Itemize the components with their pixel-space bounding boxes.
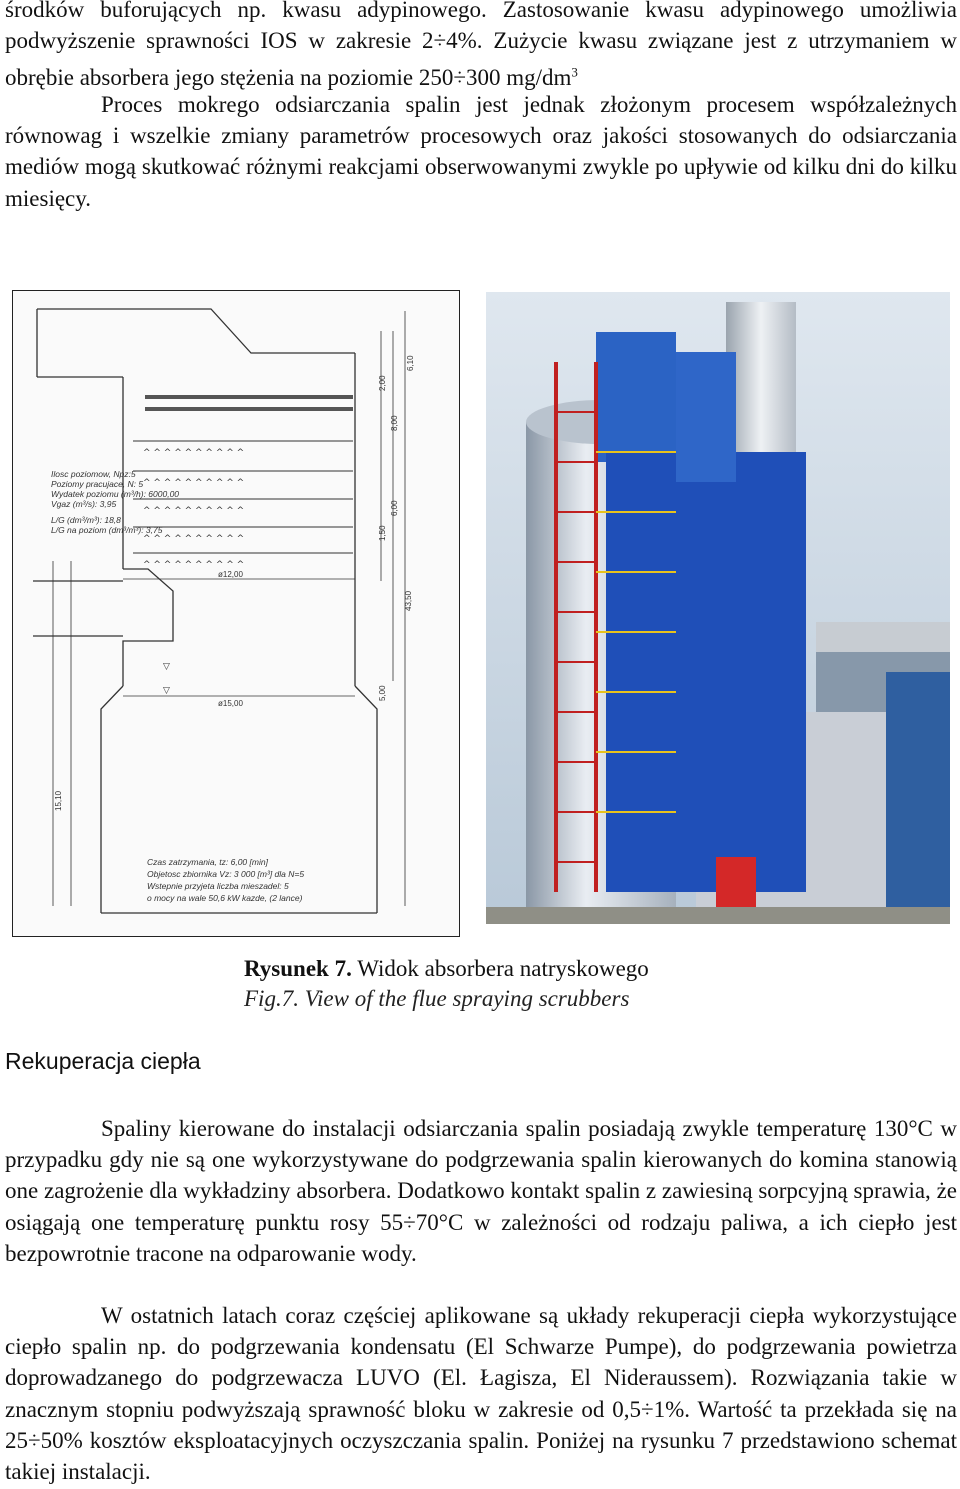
dim-label: 43,50 xyxy=(404,590,413,611)
drawing-note: Objetosc zbiornika Vz: 3 000 [m³] dla N=5 xyxy=(147,869,305,879)
photo-svg xyxy=(486,292,950,924)
body-paragraph: Spaliny kierowane do instalacji odsiarczania spalin posiadają zwykle temperaturę 130°C w przypadku gdy nie są one wykorzystywane do podgrzewania spalin kierowanych do komina stanowią one zagrożenie dla wykładziny absorbera. Dodatkowo kontakt spalin z zawiesiną sorpcyjną sprawia, że osiągają one temperaturę punktu rosy 55÷70°C w zależności od rodzaju paliwa, a ich ciepło jest bezpowrotnie tracone na odparowanie wody. xyxy=(5,1116,957,1266)
dim-label: ø15,00 xyxy=(218,699,243,708)
svg-text:^ ^ ^ ^ ^ ^ ^ ^ ^ ^: ^ ^ ^ ^ ^ ^ ^ ^ ^ ^ xyxy=(143,560,245,570)
drawing-note: Ilosc poziomow, Npz:5 xyxy=(51,469,136,479)
dim-label: 2,00 xyxy=(378,375,387,391)
section-heading: Rekuperacja ciepła xyxy=(5,1048,201,1074)
dim-label: 6,10 xyxy=(406,355,415,371)
figure-caption-text: Widok absorbera natryskowego xyxy=(357,956,649,981)
drawing-note: Vgaz (m³/s): 3,95 xyxy=(51,499,117,509)
dim-label: 1,50 xyxy=(378,525,387,541)
text-line: środków buforujących np. kwasu adypinowego. Zastosowanie kwasu adypinowego xyxy=(5,0,844,22)
figure-label: Rysunek 7. xyxy=(244,956,352,981)
drawing-note: Czas zatrzymania, tz: 6,00 [min] xyxy=(147,857,268,867)
svg-text:^ ^ ^ ^ ^ ^ ^ ^ ^ ^: ^ ^ ^ ^ ^ ^ ^ ^ ^ ^ xyxy=(143,448,245,458)
text-line: umożliwia podwyższenie sprawności IOS w zakresie 2÷4%. Zużycie kwasu związane xyxy=(5,0,957,54)
absorber-technical-drawing xyxy=(12,290,460,937)
drawing-note: Wstepnie przyjeta liczba mieszadel: 5 xyxy=(147,881,289,891)
figure-caption-en: Fig.7. View of the flue spraying scrubbers xyxy=(244,986,630,1011)
drawing-note: L/G na poziom (dm³/m³): 3,75 xyxy=(51,525,163,535)
drawing-note: L/G (dm³/m³): 18,8 xyxy=(51,515,121,525)
drawing-note: Poziomy pracujace, N: 5 xyxy=(51,479,144,489)
text-line: jest z utrzymaniem w obrębie absorbera jego stężenia na poziomie 250÷300 $mg/dm^3$ xyxy=(5,28,957,91)
drawing-note: o mocy na wale 50,6 kW kazde, (2 lance) xyxy=(147,893,303,903)
dim-label: 15,10 xyxy=(54,790,63,811)
svg-text:▽: ▽ xyxy=(163,686,170,696)
drawing-svg xyxy=(13,291,459,936)
dim-label: 8,00 xyxy=(390,415,399,431)
svg-text:^ ^ ^ ^ ^ ^ ^ ^ ^ ^: ^ ^ ^ ^ ^ ^ ^ ^ ^ ^ xyxy=(143,478,245,488)
svg-text:^ ^ ^ ^ ^ ^ ^ ^ ^ ^: ^ ^ ^ ^ ^ ^ ^ ^ ^ ^ xyxy=(143,534,245,544)
figure-caption-pl xyxy=(244,956,649,982)
absorber-photo xyxy=(486,292,950,924)
dim-label: ø12,00 xyxy=(218,570,243,579)
superscript: 3 xyxy=(571,64,578,80)
body-paragraph: W ostatnich latach coraz częściej aplikowane są układy rekuperacji ciepła wykorzystujące ciepło spalin np. do podgrzewania kondensatu (El Schwarze Pumpe), do podgrzewania powietrza doprowadzanego do podgrzewacza LUVO (El. Łagisza, El Nideraussem). Rozwiązania takie w znacznym stopniu podwyższają sprawność bloku w zakresie od 0,5÷1%. Wartość ta przekłada się na 25÷50% kosztów eksploatacyjnych oczyszczania spalin. Poniżej na rysunku 7 przedstawiono schemat takiej instalacji. xyxy=(5,1303,957,1485)
second-paragraph: Proces mokrego odsiarczania spalin jest jednak złożonym procesem współzależnych równowag i wszelkie zmiany parametrów procesowych oraz jakości stosowanych do odsiarczania mediów mogą skutkować różnymi reakcjami obserwowanymi zwykle po upływie od kilku dni do kilku miesięcy. xyxy=(5,92,957,211)
svg-text:^ ^ ^ ^ ^ ^ ^ ^ ^ ^: ^ ^ ^ ^ ^ ^ ^ ^ ^ ^ xyxy=(143,506,245,516)
drawing-note: Wydatek poziomu (m³/h): 6000,00 xyxy=(51,489,180,499)
svg-text:▽: ▽ xyxy=(163,662,170,672)
dim-label: 6,00 xyxy=(390,500,399,516)
dim-label: 5,00 xyxy=(378,685,387,701)
top-paragraph xyxy=(5,0,957,93)
